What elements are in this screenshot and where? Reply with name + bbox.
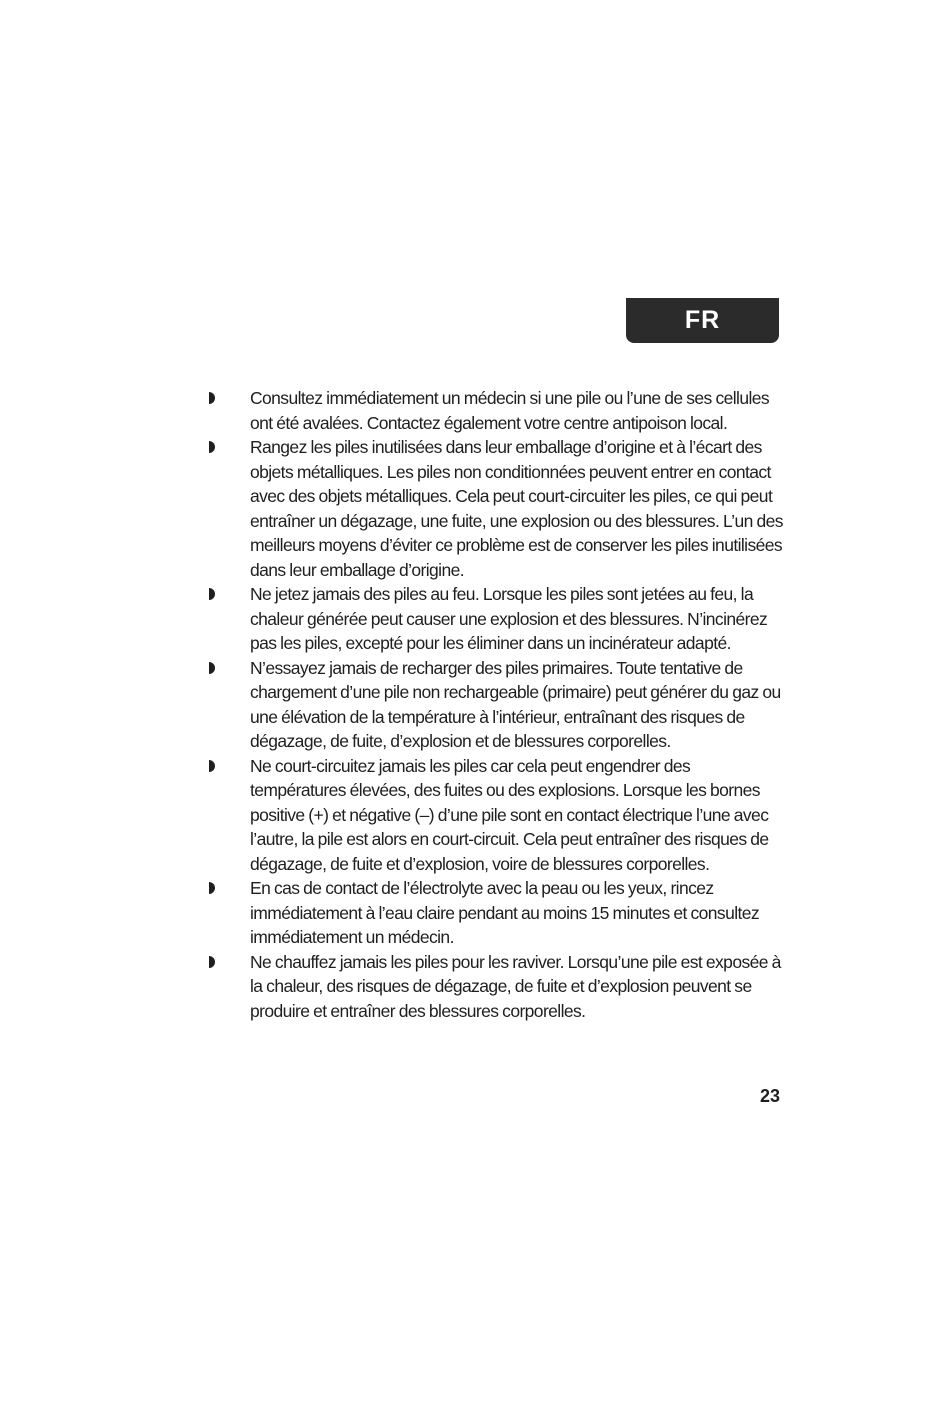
list-item: [208, 754, 788, 877]
list-item-text: En cas de contact de l’électrolyte avec la peau ou les yeux, rincez immédiatement à l’eau claire pendant au moins 15 minutes et consultez immédiatement un médecin.: [250, 878, 760, 947]
page-number: 23: [759, 1086, 780, 1106]
bullet-icon: [208, 435, 250, 460]
bullet-icon: [208, 656, 250, 681]
list-item: [208, 950, 788, 1024]
bullet-icon: [208, 950, 250, 975]
list-item-text: Ne court-circuitez jamais les piles car cela peut engendrer des températures élevées, des fuites ou des explosions. Lorsque les bornes positive (+) et négative (–) d’une pile sont en contact électrique l’une avec l’autre, la pile est alors en court-circuit. Cela peut entraîner des risques de dégazage, de fuite et d’explosion, voire de blessures corporelles.: [250, 755, 769, 874]
list-item-text: Ne jetez jamais des piles au feu. Lorsque les piles sont jetées au feu, la chaleur générée peut causer une explosion et des blessures. N’incinérez pas les piles, excepté pour les éliminer dans un incinérateur adapté.: [250, 584, 768, 653]
bullet-icon: [208, 582, 250, 607]
list-item: [208, 656, 788, 754]
bullet-icon: [208, 386, 250, 411]
language-tab: [626, 298, 779, 343]
list-item-text: Ne chauffez jamais les piles pour les raviver. Lorsqu’une pile est exposée à la chaleur, des risques de dégazage, de fuite et d’explosion peuvent se produire et entraîner des blessures corporelles.: [250, 951, 781, 1021]
list-item: [208, 386, 788, 435]
bullet-icon: [208, 754, 250, 779]
list-item-text: Rangez les piles inutilisées dans leur emballage d’origine et à l’écart des objets métalliques. Les piles non conditionnées peuvent entrer en contact avec des objets métalliques. Cela peut court-circuiter les piles, ce qui peut entraîner un dégazage, une fuite, une explosion ou des blessures. L’un des meilleurs moyens d’éviter ce problème est de conserver les piles inutilisées dans leur emballage d’origine.: [250, 437, 783, 580]
list-item-text: Consultez immédiatement un médecin si une pile ou l’une de ses cellules ont été avalées. Contactez également votre centre antipoison local.: [250, 388, 770, 433]
list-item: [208, 582, 788, 656]
safety-instructions-list: [208, 386, 788, 1023]
list-item: [208, 435, 788, 582]
list-item: [208, 876, 788, 950]
bullet-icon: [208, 876, 250, 901]
list-item-text: N’essayez jamais de recharger des piles primaires. Toute tentative de chargement d’une pile non rechargeable (primaire) peut générer du gaz ou une élévation de la température à l’intérieur, entraînant des risques de dégazage, de fuite, d’explosion et de blessures corporelles.: [250, 657, 781, 751]
language-tab-label: FR: [684, 306, 721, 334]
